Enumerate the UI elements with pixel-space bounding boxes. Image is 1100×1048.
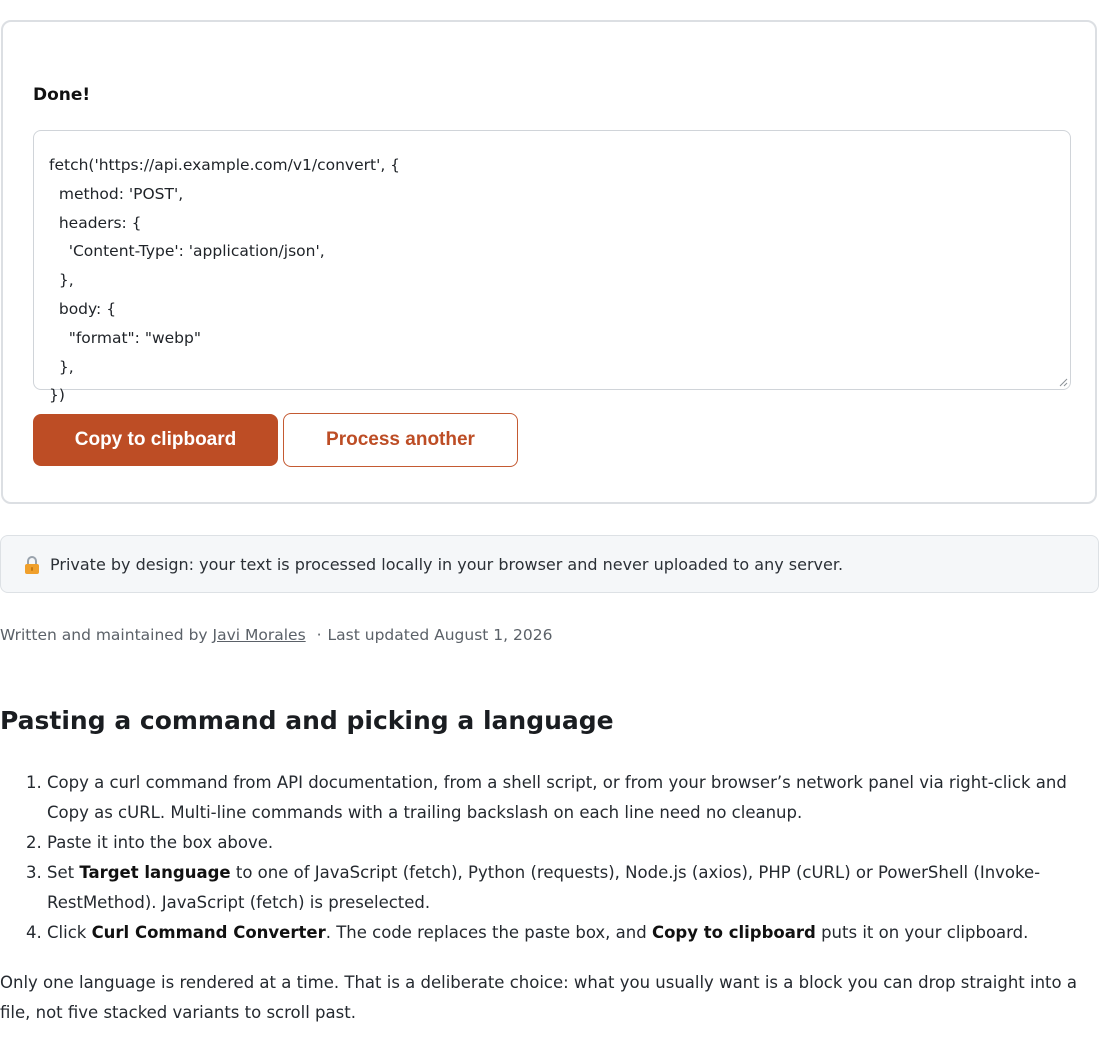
step-text: . The code replaces the paste box, and (325, 923, 652, 942)
step-text: to one of JavaScript (fetch), Python (requests), Node.js (axios), PHP (cURL) or PowerShell (Invoke-RestMethod). JavaScript (fetch) is preselected. (47, 863, 1041, 912)
copy-term: Copy to clipboard (651, 923, 816, 942)
resize-grip-icon[interactable] (1058, 377, 1068, 387)
last-updated: Last updated August 1, 2026 (327, 626, 553, 644)
step-text: puts it on your clipboard. (815, 923, 1029, 942)
code-line: }, (49, 357, 74, 376)
list-item (47, 918, 1100, 948)
code-line: method: 'POST', (49, 184, 184, 203)
code-line: "format": "webp" (49, 328, 201, 347)
lock-icon (23, 555, 41, 575)
privacy-text: Private by design: your text is processed locally in your browser and never uploaded to any server. (50, 554, 844, 574)
language-note: Only one language is rendered at a time. That is a deliberate choice: what you usually want is a block you can drop straight into a file, not five stacked variants to scroll past. (0, 973, 1077, 1022)
privacy-notice (0, 535, 1099, 593)
code-line: body: { (49, 299, 117, 318)
author-link[interactable]: Javi Morales (212, 626, 306, 644)
step-text: Set (47, 863, 80, 882)
byline-prefix: Written and maintained by (0, 626, 208, 644)
list-item (47, 828, 1100, 858)
code-line: fetch('https://api.example.com/v1/convert', { (49, 156, 401, 174)
copy-to-clipboard-button[interactable]: Copy to clipboard (33, 414, 278, 466)
steps-list (0, 768, 1100, 948)
code-output-textarea[interactable] (33, 130, 1071, 405)
section-heading: Pasting a command and picking a language (0, 706, 614, 735)
result-card (1, 20, 1097, 504)
code-line: headers: { (49, 213, 142, 232)
code-output-text (49, 151, 1060, 410)
converter-term: Curl Command Converter (91, 923, 326, 942)
step-text: Click (47, 923, 92, 942)
list-item (47, 858, 1100, 918)
byline (0, 626, 552, 644)
code-line: }, (49, 271, 74, 290)
step-text: Paste it into the box above. (47, 833, 274, 852)
process-another-button[interactable]: Process another (283, 413, 518, 467)
step-text: Copy a curl command from API documentation, from a shell script, or from your browser’s network panel via right-click and Copy as cURL. Multi-line commands with a trailing backslash on each line need no cleanup. (47, 773, 1067, 822)
target-language-term: Target language (79, 863, 231, 882)
code-line: }) (49, 386, 65, 405)
list-item (47, 768, 1100, 828)
status-heading: Done! (33, 85, 91, 105)
byline-separator: · (316, 626, 322, 644)
code-line: 'Content-Type': 'application/json', (49, 242, 325, 261)
